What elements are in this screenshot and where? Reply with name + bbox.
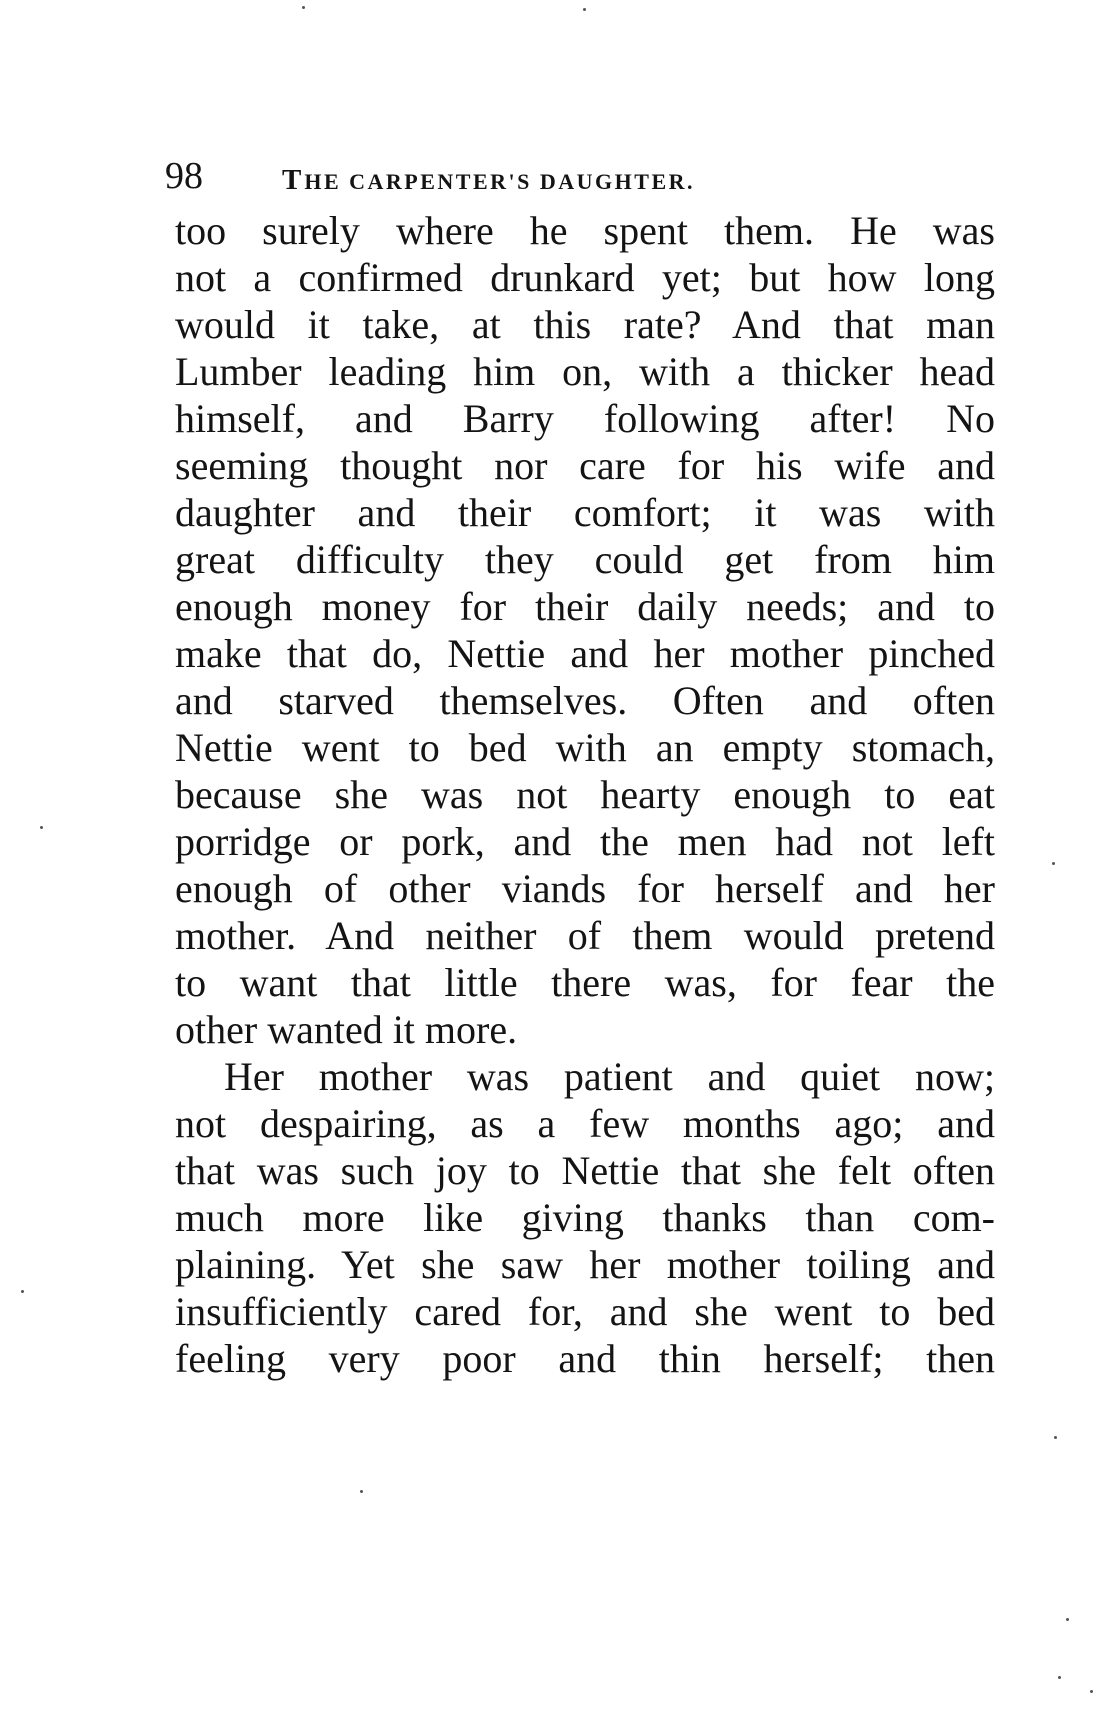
- paper-speck: [360, 1490, 363, 1493]
- paper-speck: [40, 826, 43, 829]
- text-line: Her mother was patient and quiet now;: [224, 1054, 995, 1099]
- paper-speck: [1058, 1676, 1061, 1679]
- text-line: to want that little there was, for fear the: [175, 960, 995, 1005]
- text-line: too surely where he spent them. He was: [175, 208, 995, 253]
- paper-speck: [1052, 862, 1055, 865]
- paper-speck: [1066, 1618, 1069, 1621]
- paper-speck: [1054, 1436, 1057, 1439]
- text-line: insufficiently cared for, and she went to bed: [175, 1289, 995, 1334]
- text-line: not a confirmed drunkard yet; but how long: [175, 255, 995, 300]
- running-head-initial: T: [282, 164, 305, 196]
- paper-speck: [583, 8, 586, 11]
- paper-speck: [21, 1290, 24, 1293]
- text-line: himself, and Barry following after! No: [175, 396, 995, 441]
- text-line: feeling very poor and thin herself; then: [175, 1336, 995, 1381]
- text-line: mother. And neither of them would pretend: [175, 913, 995, 958]
- text-line: plaining. Yet she saw her mother toiling and: [175, 1242, 995, 1287]
- text-line: would it take, at this rate? And that man: [175, 302, 995, 347]
- text-line: seeming thought nor care for his wife and: [175, 443, 995, 488]
- text-line: porridge or pork, and the men had not left: [175, 819, 995, 864]
- page-header: [165, 152, 925, 202]
- running-head: [282, 164, 695, 198]
- text-line: not despairing, as a few months ago; and: [175, 1101, 995, 1146]
- text-line: much more like giving thanks than com-: [175, 1195, 995, 1240]
- text-line: enough money for their daily needs; and to: [175, 584, 995, 629]
- text-line: and starved themselves. Often and often: [175, 678, 995, 723]
- text-line: make that do, Nettie and her mother pinched: [175, 631, 995, 676]
- paper-speck: [302, 6, 305, 9]
- text-line: Lumber leading him on, with a thicker head: [175, 349, 995, 394]
- paper-speck: [1090, 1690, 1093, 1693]
- text-line: Nettie went to bed with an empty stomach,: [175, 725, 995, 770]
- text-line: enough of other viands for herself and her: [175, 866, 995, 911]
- text-line: that was such joy to Nettie that she felt often: [175, 1148, 995, 1193]
- page-number: 98: [165, 155, 203, 197]
- text-line: because she was not hearty enough to eat: [175, 772, 995, 817]
- running-head-rest: HE CARPENTER'S DAUGHTER.: [304, 169, 695, 194]
- text-line: other wanted it more.: [175, 1007, 518, 1052]
- text-line: daughter and their comfort; it was with: [175, 490, 995, 535]
- text-line: great difficulty they could get from him: [175, 537, 995, 582]
